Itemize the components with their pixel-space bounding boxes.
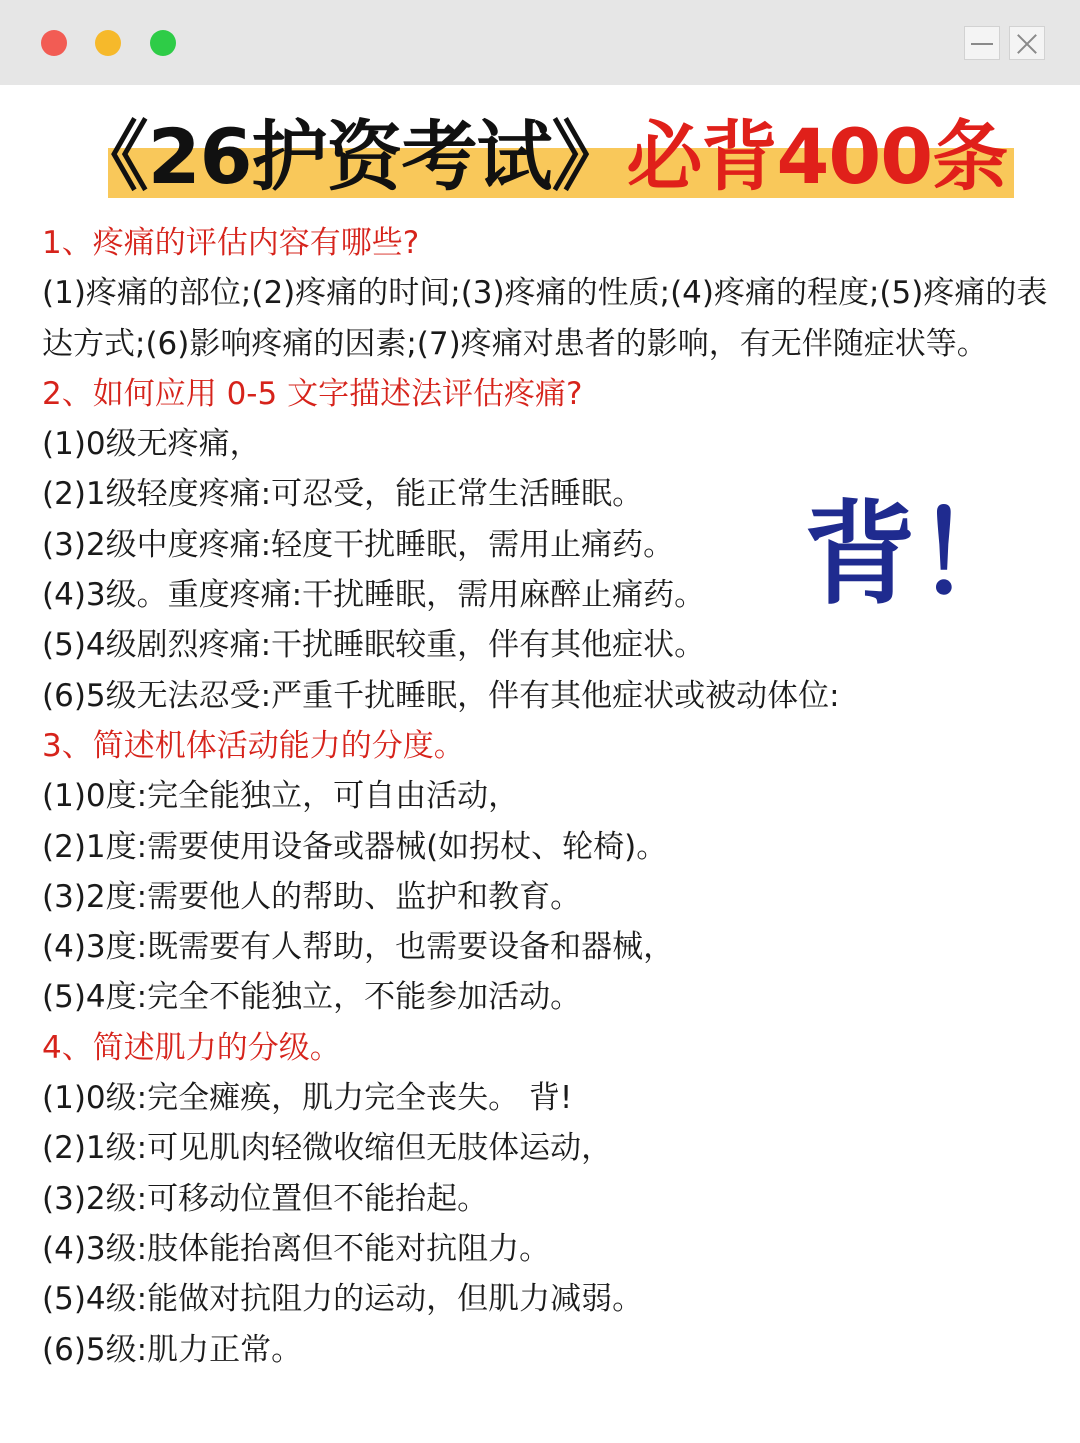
question-3: 3、简述机体活动能力的分度。 — [42, 727, 465, 764]
answer-2-6: (6)5级无法忍受:严重千扰睡眠，伴有其他症状或被动体位: — [42, 677, 840, 714]
answer-4-6: (6)5级:肌力正常。 — [42, 1331, 303, 1368]
question-2: 2、如何应用 0-5 文字描述法评估疼痛? — [42, 375, 583, 412]
question-4: 4、简述肌力的分级。 — [42, 1029, 341, 1066]
question-1: 1、疼痛的评估内容有哪些? — [42, 225, 420, 261]
memorize-stamp: 背！ — [804, 490, 1028, 620]
close-icon[interactable] — [1009, 26, 1045, 60]
answer-4-4: (4)3级:肢体能抬离但不能对抗阻力。 — [42, 1230, 551, 1267]
page-title — [0, 112, 1080, 202]
answer-4-2: (2)1级:可见肌肉轻微收缩但无肢体运动， — [42, 1130, 613, 1167]
maximize-dot-icon[interactable] — [150, 30, 176, 56]
answer-2-5: (5)4级剧烈疼痛:干扰睡眠较重，伴有其他症状。 — [42, 627, 706, 664]
answer-4-1: (1)0级:完全瘫痪，肌力完全丧失。 背! — [42, 1080, 573, 1117]
minimize-dot-icon[interactable] — [95, 30, 121, 56]
answer-3-2: (2)1度:需要使用设备或器械(如拐杖、轮椅)。 — [42, 828, 668, 865]
title-part-2: 必背400条 — [626, 112, 1008, 201]
minimize-icon[interactable] — [964, 26, 1000, 60]
content-body — [42, 218, 1062, 1375]
answer-3-1: (1)0度:完全能独立，可自由活动， — [42, 778, 520, 815]
close-dot-icon[interactable] — [41, 30, 67, 56]
window-titlebar — [0, 0, 1080, 85]
answer-2-2: (2)1级轻度疼痛:可忍受，能正常生活睡眠。 — [42, 476, 644, 513]
answer-3-3: (3)2度:需要他人的帮助、监护和教育。 — [42, 878, 582, 915]
answer-2-3: (3)2级中度疼痛:轻度干扰睡眠，需用止痛药。 — [42, 526, 675, 563]
title-part-1: 《26护资考试》 — [72, 112, 627, 201]
answer-4-5: (5)4级:能做对抗阻力的运动，但肌力减弱。 — [42, 1281, 644, 1318]
answer-4-3: (3)2级:可移动位置但不能抬起。 — [42, 1180, 489, 1217]
answer-1-1: (1)疼痛的部位;(2)疼痛的时间;(3)疼痛的性质;(4)疼痛的程度;(5)疼痛的表达方式;(6)影响疼痛的因素;(7)疼痛对患者的影响，有无伴随症状等。 — [42, 275, 1048, 362]
answer-3-5: (5)4度:完全不能独立，不能参加活动。 — [42, 979, 582, 1016]
answer-2-4: (4)3级。重度疼痛:干扰睡眠，需用麻醉止痛药。 — [42, 577, 706, 614]
answer-3-4: (4)3度:既需要有人帮助，也需要设备和器械， — [42, 929, 675, 966]
answer-2-1: (1)0级无疼痛， — [42, 426, 261, 463]
